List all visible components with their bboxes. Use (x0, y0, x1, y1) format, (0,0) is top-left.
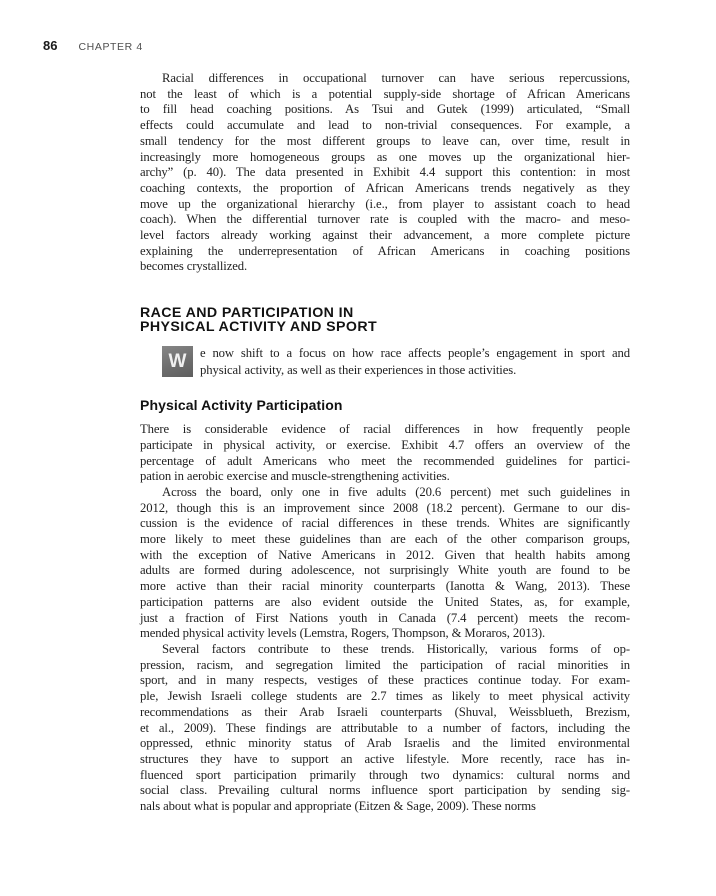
text-line: not the least of which is a potential supply-side shortage of African Americans (140, 86, 630, 101)
text-line: with the exception of Native Americans in 2012. Given that health habits among (140, 547, 630, 562)
dropcap-box (162, 346, 193, 377)
text-line: move up the organizational hierarchy (i.e., from player to assistant coach to head (140, 196, 630, 211)
text-line: PHYSICAL ACTIVITY AND SPORT (140, 319, 378, 336)
text-line: mended physical activity levels (Lemstra, Rogers, Thompson, & Moraros, 2013). (140, 626, 546, 641)
text-line: increasingly more homogeneous groups as one moves up the organizational hier- (140, 149, 630, 164)
dropcap-paragraph (140, 345, 630, 378)
section-heading (140, 306, 630, 334)
text-line: Across the board, only one in five adults (20.6 percent) met such guidelines in (162, 484, 630, 499)
text-line: more active than their racial minority counterparts (Ianotta & Wang, 2013). These (140, 579, 630, 594)
text-line: pation in aerobic exercise and muscle-strengthening activities. (140, 469, 450, 484)
paragraph-participation-evidence (140, 422, 630, 485)
text-line: There is considerable evidence of racial differences in how frequently people (140, 422, 630, 437)
text-line: explaining the underrepresentation of African Americans in coaching positions (140, 243, 630, 258)
text-line: recommendations as their Arab Israeli counterparts (Shuval, Weissblueth, Brezism, (140, 704, 630, 719)
text-line: RACE AND PARTICIPATION IN (140, 305, 354, 322)
paragraph-across-the-board (140, 485, 630, 642)
text-line: cussion is the evidence of racial differences in these trends. Whites are significantly (140, 516, 630, 531)
page-number: 86 (43, 38, 58, 53)
text-line: participate in physical activity, or exercise. Exhibit 4.7 offers an overview of the (140, 437, 630, 452)
text-line: et al., 2009). These findings are attributable to a number of factors, including the (140, 720, 630, 735)
text-line: becomes crystallized. (140, 259, 248, 274)
text-line: e now shift to a focus on how race affects people’s engagement in sport and (200, 346, 630, 361)
text-line: ple, Jewish Israeli college students are 2.7 times as likely to meet physical activity (140, 689, 630, 704)
text-line: fluenced sport participation primarily through two dynamics: cultural norms and (140, 767, 630, 782)
dropcap-letter-w: W (168, 351, 187, 373)
paragraph-several-factors (140, 642, 630, 815)
text-line: just a fraction of First Nations youth in Canada (7.4 percent) meets the recom- (140, 610, 630, 625)
dropcap-text (200, 345, 630, 378)
text-line: oppressed, ethnic minority status of Arab Israelis and the limited environmental (140, 736, 630, 751)
text-line: nals about what is popular and appropriate (Eitzen & Sage, 2009). These norms (140, 799, 536, 814)
text-line: level factors already working against their advancement, a more complete picture (140, 228, 630, 243)
text-line: 2012, though this is an improvement since 2008 (18.2 percent). Germane to our dis- (140, 500, 630, 515)
text-line: pression, racism, and segregation limited the participation of racial minorities in (140, 657, 630, 672)
chapter-label: CHAPTER 4 (78, 41, 143, 53)
text-line: social class. Prevailing cultural norms influence sport participation by sending sig- (140, 783, 630, 798)
text-line: small tendency for the most different groups to leave can, over time, result in (140, 133, 630, 148)
text-line: physical activity, as well as their experiences in those activities. (200, 362, 517, 377)
text-line: more likely to meet these guidelines than are each of the other comparison groups, (140, 532, 630, 547)
text-line: effects could accumulate and lead to non-trivial consequences. For example, a (140, 118, 630, 133)
paragraph-occupational-turnover (140, 71, 630, 275)
page-header (43, 38, 143, 53)
text-line: sport, and in many respects, vestiges of these practices continue today. For exam- (140, 673, 630, 688)
text-line: coaching contexts, the proportion of African Americans trends negatively as they (140, 180, 630, 195)
text-line: archy” (p. 40). The data presented in Exhibit 4.4 support this contention: in most (140, 165, 630, 180)
text-line: adults are formed during adolescence, not surprisingly White youth are found to be (140, 563, 630, 578)
subsection-heading: Physical Activity Participation (140, 397, 343, 414)
text-line: Several factors contribute to these trends. Historically, various forms of op- (162, 641, 630, 656)
text-line: structures they have to support an active lifestyle. More recently, race has in- (140, 751, 630, 766)
text-line: Racial differences in occupational turnover can have serious repercussions, (162, 71, 630, 85)
text-line: percentage of adult Americans who meet the recommended guidelines for partici- (140, 453, 630, 468)
text-column (140, 64, 630, 815)
text-line: coach). When the differential turnover rate is coupled with the macro- and meso- (140, 212, 630, 227)
text-line: participation patterns are also evident outside the United States, as, for example, (140, 594, 630, 609)
text-line: to fill head coaching positions. As Tsui and Gutek (1999) articulated, “Small (140, 102, 630, 117)
